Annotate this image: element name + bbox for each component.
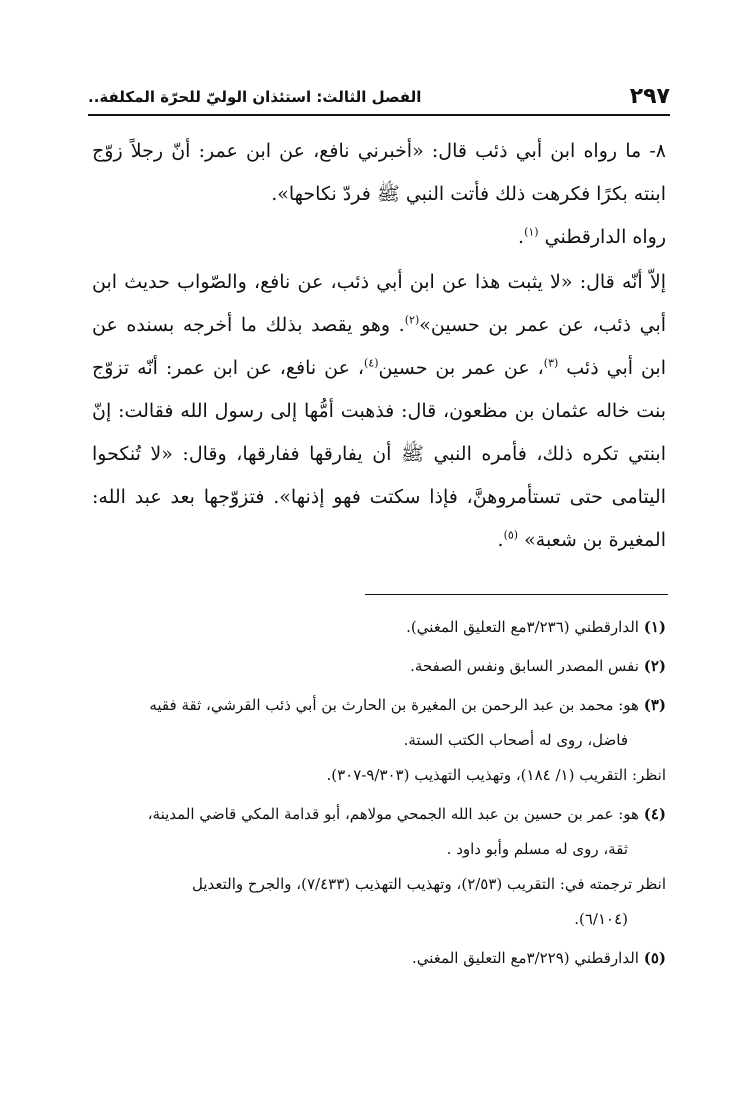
footnote-reference[interactable]: (٥) <box>503 528 519 542</box>
footnote-number: (١) <box>643 618 666 636</box>
main-text <box>92 130 666 562</box>
footnote-number: (٣) <box>643 696 666 714</box>
page-number: ٢٩٧ <box>629 84 670 109</box>
chapter-title: الفصل الثالث: استئذان الوليّ للحرّة المكلفة.. <box>88 88 422 106</box>
paragraph-text: . وهو يقصد بذلك ما أخرجه بسنده عن ابن أبي ذئب <box>92 314 667 379</box>
paragraph-line: رجلاً زوّج ابنته بكرًا فكرهت ذلك فأتت النبي ﷺ فردّ نكاحها». <box>92 140 666 205</box>
footnote-number: (٥) <box>643 949 666 967</box>
footnote-4 <box>92 797 666 937</box>
footnote-separator <box>365 594 668 595</box>
footnote-number: (٢) <box>643 657 666 675</box>
footnote-reference[interactable]: (٣) <box>543 356 559 370</box>
footnote-reference[interactable]: (٢) <box>404 313 420 327</box>
paragraph-line: رواه الدارقطني <box>544 226 666 248</box>
running-header <box>88 78 670 116</box>
footnote-text: نفس المصدر السابق ونفس الصفحة. <box>410 657 639 675</box>
paragraph-hadith-8 <box>92 130 666 259</box>
footnote-reference[interactable]: (٤) <box>364 356 379 370</box>
paragraph-text: ، عن عمر بن حسين <box>378 357 544 379</box>
paragraph-line: ٨- ما رواه ابن أبي ذئب قال: «أخبرني نافع، عن ابن عمر: أنّ <box>171 140 666 162</box>
footnote-text: (٦/١٠٤). <box>574 910 628 928</box>
footnote-text: هو: محمد بن عبد الرحمن بن المغيرة بن الحارث بن أبي ذئب القرشي، ثقة فقيه <box>149 696 639 714</box>
footnote-text: هو: عمر بن حسين بن عبد الله الجمحي مولاهم، أبو قدامة المكي قاضي المدينة، <box>147 805 639 823</box>
footnote-text: الدارقطني (٣/٢٢٩مع التعليق المغني. <box>412 949 639 967</box>
punctuation: . <box>497 529 504 551</box>
footnote-text: فاضل، روى له أصحاب الكتب الستة. <box>403 731 628 749</box>
paragraph-text: ، عن نافع، عن ابن عمر: أنّه تزوّج بنت خاله عثمان بن مظعون، قال: فذهبت أمُّها إلى رسول الله فقالت: إنّ ابنتي تكره ذلك، فأمره النبي ﷺ أن يفارقها ففارقها، وقال: «لا تُنكحوا اليتامى حتى تستأمروهنَّ، فإذا سكتت فهو إذنها». فتزوّجها بعد عبد الله: المغيرة بن شعبة» <box>92 357 666 551</box>
footnote-text: انظر: التقريب (١/ ١٨٤)، وتهذيب التهذيب (٩/٣٠٣-٣٠٧). <box>326 766 666 784</box>
footnote-text: ثقة، روى له مسلم وأبو داود . <box>446 840 628 858</box>
punctuation: . <box>518 226 525 248</box>
footnotes-section <box>92 610 666 980</box>
paragraph-text: إلاّ أنّه قال: «لا يثبت هذا عن ابن أبي ذئب، عن نافع، والصّواب حديث ابن أبي ذئب، عن عمر بن حسين» <box>92 271 667 336</box>
footnote-reference[interactable]: (١) <box>524 225 539 239</box>
footnote-1 <box>92 610 666 645</box>
footnote-number: (٤) <box>643 805 666 823</box>
footnote-5 <box>92 941 666 976</box>
footnote-text: انظر ترجمته في: التقريب (٢/٥٣)، وتهذيب التهذيب (٧/٤٣٣)، والجرح والتعديل <box>191 875 666 893</box>
footnote-2 <box>92 649 666 684</box>
paragraph-commentary <box>92 261 666 562</box>
footnote-text: الدارقطني (٣/٢٣٦مع التعليق المغني). <box>406 618 639 636</box>
footnote-3 <box>92 688 666 793</box>
